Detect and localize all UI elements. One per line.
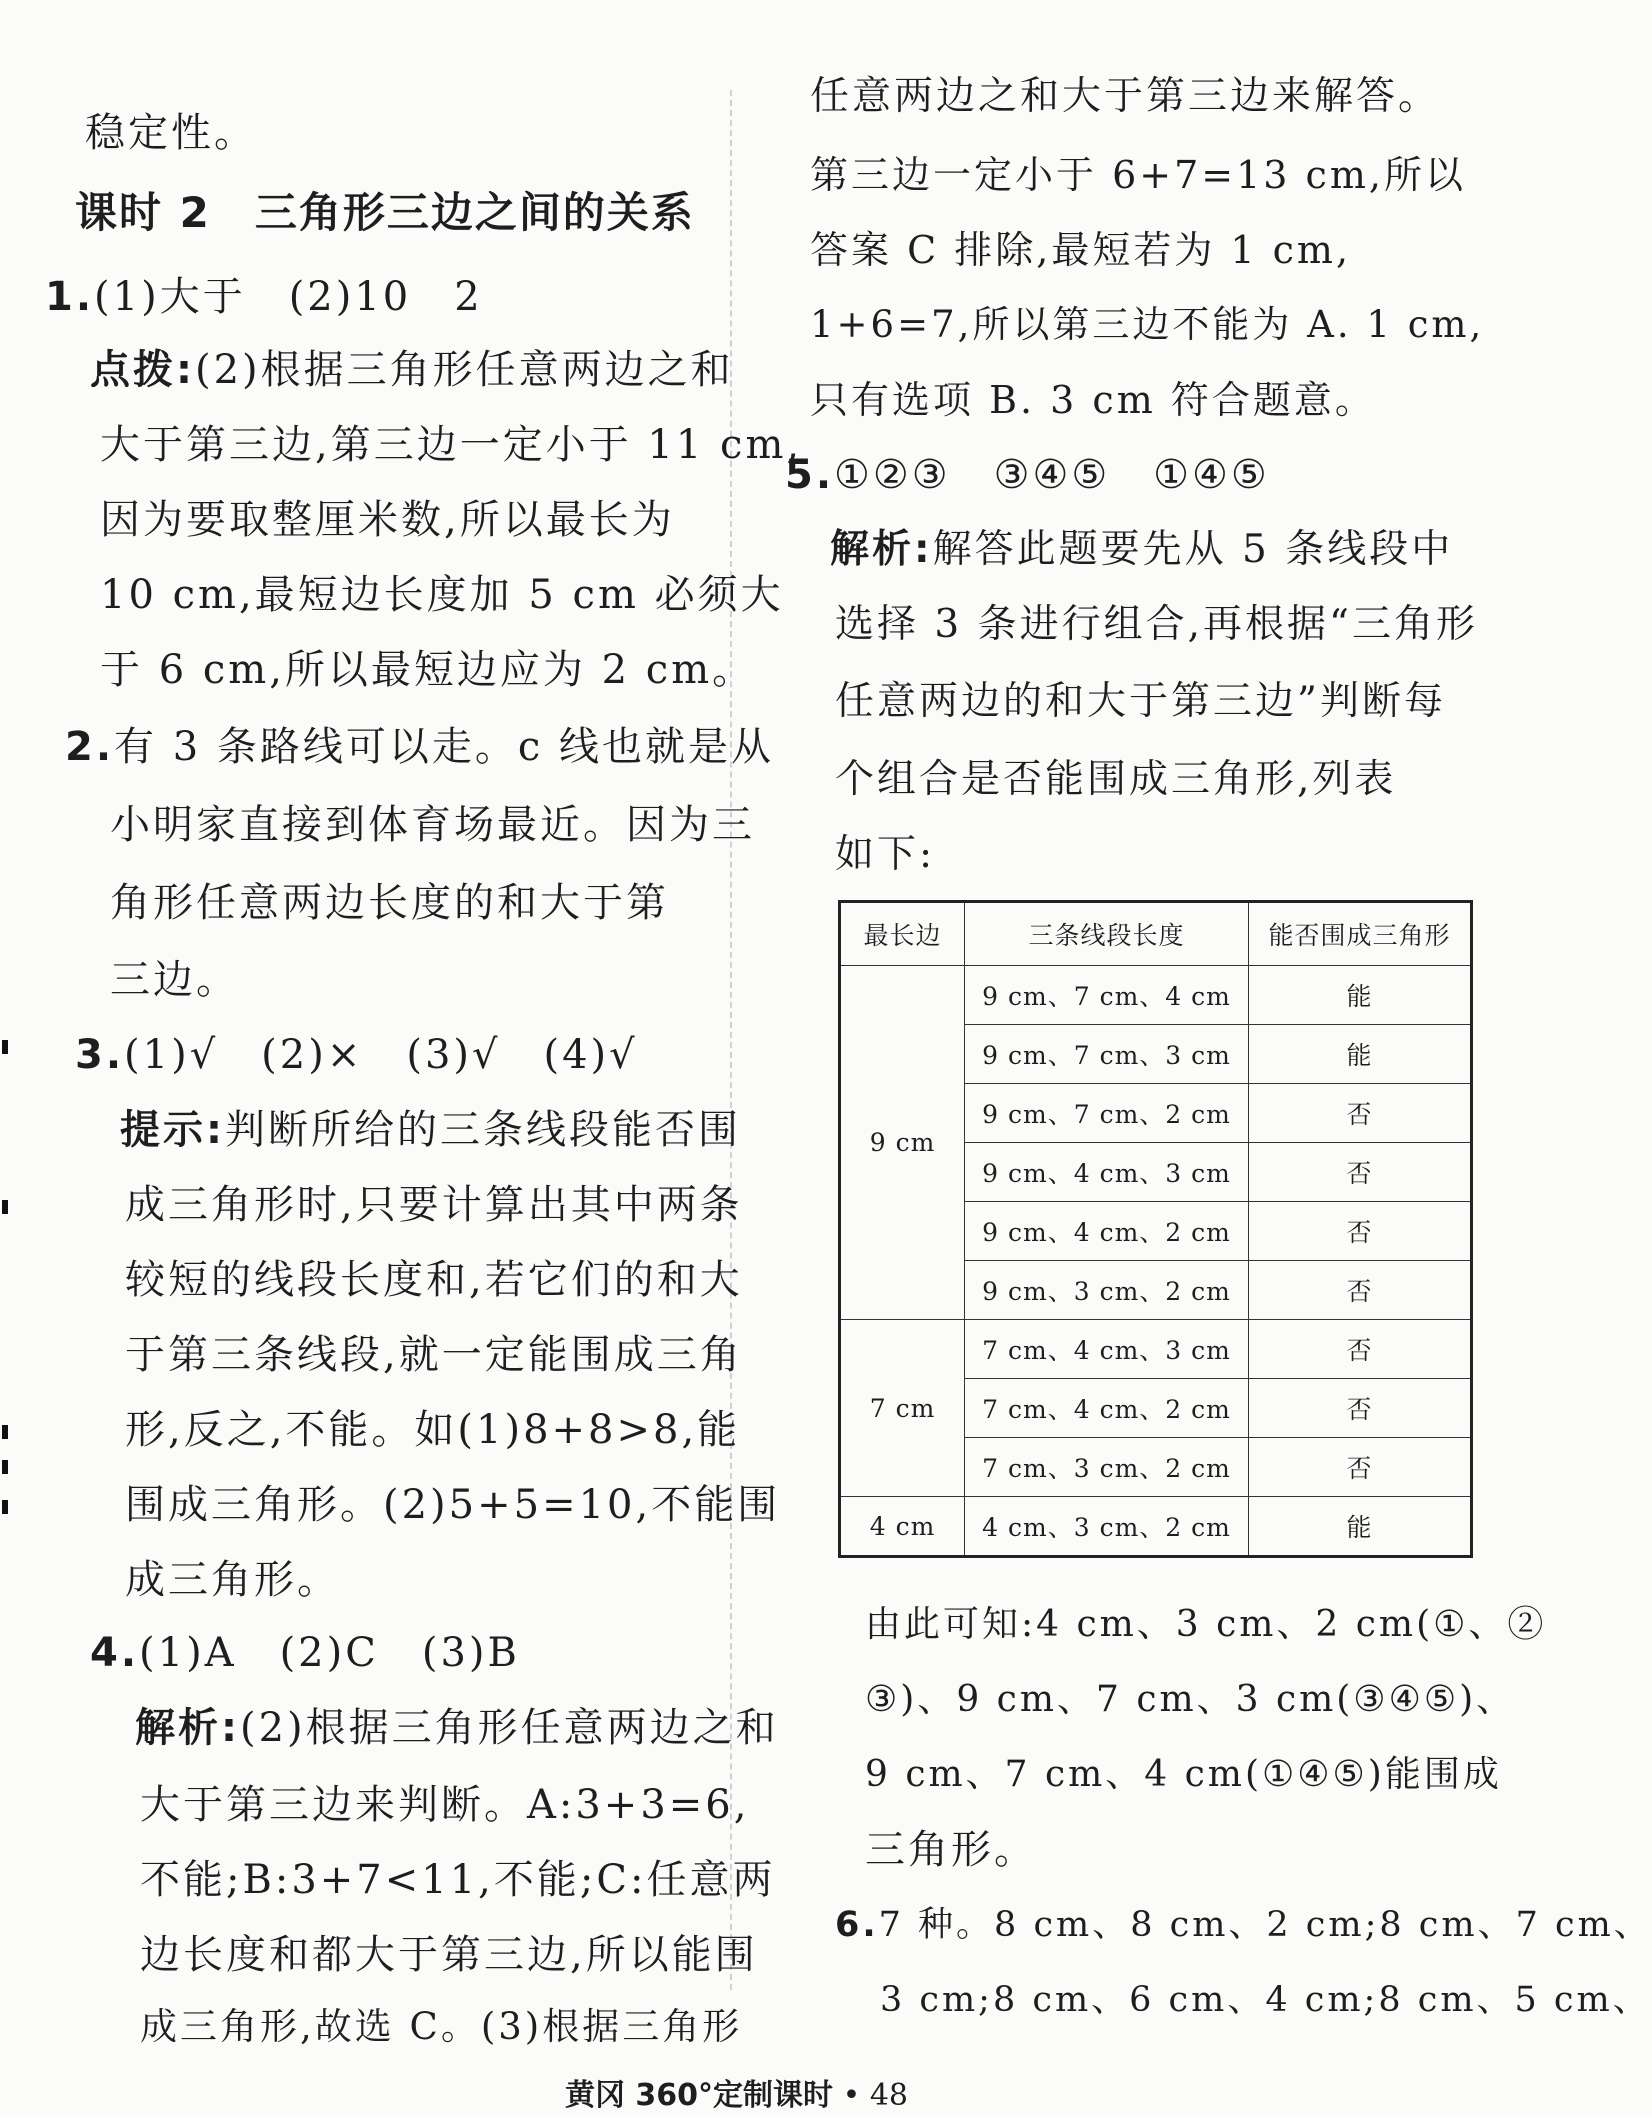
hint-line: 于第三条线段,就一定能围成三角 [125,1332,743,1378]
segments-cell: 7 cm、4 cm、3 cm [965,1320,1249,1379]
table-row [840,966,1472,1025]
hint-text: (2)根据三角形任意两边之和 [240,1705,779,1751]
hint-line: 成三角形时,只要计算出其中两条 [125,1182,743,1228]
answer-line: 三边。 [110,957,239,1003]
answer: 有 3 条路线可以走。c 线也就是从 [114,724,775,770]
question-2 [65,722,774,772]
answer: (1)A (2)C (3)B [139,1630,520,1676]
segments-cell: 9 cm、7 cm、2 cm [965,1084,1249,1143]
text-line: 由此可知:4 cm、3 cm、2 cm(①、② [865,1604,1547,1645]
text-line: 答案 C 排除,最短若为 1 cm, [810,228,1352,272]
longest-side-cell: 4 cm [840,1497,965,1557]
edge-mark [2,1200,8,1214]
segments-cell: 9 cm、4 cm、2 cm [965,1202,1249,1261]
table-row [840,1320,1472,1379]
text-line: 只有选项 B. 3 cm 符合题意。 [810,378,1376,422]
question-number: 6. [835,1905,879,1945]
question-4 [90,1628,520,1678]
hint-line [830,525,1453,575]
segments-cell: 9 cm、4 cm、3 cm [965,1143,1249,1202]
question-number: 4. [90,1630,140,1676]
result-cell: 能 [1249,1025,1472,1084]
result-cell: 否 [1249,1202,1472,1261]
longest-side-cell: 7 cm [840,1320,965,1497]
page-footer [0,2070,1473,2114]
segments-cell: 9 cm、7 cm、4 cm [965,966,1249,1025]
edge-mark [2,1040,8,1054]
hint-label: 解析: [135,1705,240,1751]
answer: ①②③ ③④⑤ ①④⑤ [834,452,1270,498]
segments-cell: 9 cm、7 cm、3 cm [965,1025,1249,1084]
hint-line: 大于第三边来判断。A:3+3=6, [140,1782,750,1828]
table-header: 最长边 [840,902,965,966]
question-number: 2. [65,724,115,770]
text-line: 9 cm、7 cm、4 cm(①④⑤)能围成 [865,1754,1502,1795]
result-cell: 否 [1249,1084,1472,1143]
hint-label: 提示: [120,1107,225,1153]
result-cell: 能 [1249,1497,1472,1557]
hint-line: 于 6 cm,所以最短边应为 2 cm。 [100,647,756,693]
result-cell: 否 [1249,1379,1472,1438]
hint-line [135,1703,779,1753]
table-header: 能否围成三角形 [1249,902,1472,966]
hint-line: 较短的线段长度和,若它们的和大 [125,1257,743,1303]
hint-line: 因为要取整厘米数,所以最长为 [100,497,675,543]
text-line: 1+6=7,所以第三边不能为 A. 1 cm, [810,303,1485,346]
result-cell: 否 [1249,1261,1472,1320]
result-cell: 否 [1249,1143,1472,1202]
hint-text: 判断所给的三条线段能否围 [225,1107,741,1153]
question-number: 5. [785,452,835,498]
hint-line: 边长度和都大于第三边,所以能围 [140,1932,758,1978]
hint-line: 不能;B:3+7<11,不能;C:任意两 [140,1857,776,1903]
hint-text: (2)根据三角形任意两边之和 [195,347,734,393]
hint-line: 围成三角形。(2)5+5=10,不能围 [125,1482,781,1528]
answer: (1)大于 (2)10 2 [94,274,483,320]
text-line: ③)、9 cm、7 cm、3 cm(③④⑤)、 [865,1679,1516,1720]
text-line: 第三边一定小于 6+7=13 cm,所以 [810,153,1466,197]
segments-cell: 7 cm、4 cm、2 cm [965,1379,1249,1438]
page-number: 48 [869,2078,909,2113]
hint-text: 解答此题要先从 5 条线段中 [932,527,1454,572]
answer-line: 角形任意两边长度的和大于第 [110,880,669,926]
section-title: 课时 2 三角形三边之间的关系 [75,188,695,237]
question-1 [45,272,483,322]
answer-line: 3 cm;8 cm、6 cm、4 cm;8 cm、5 cm、 [880,1980,1651,2020]
hint-line: 个组合是否能围成三角形,列表 [835,757,1397,802]
longest-side-cell: 9 cm [840,966,965,1320]
segments-cell: 9 cm、3 cm、2 cm [965,1261,1249,1320]
question-5 [785,450,1270,500]
table-header-row [840,902,1472,966]
answer-line: 小明家直接到体育场最近。因为三 [110,802,755,848]
result-cell: 能 [1249,966,1472,1025]
hint-label: 解析: [830,527,933,572]
edge-mark [2,1500,8,1514]
footer-dot: • [842,2078,861,2113]
hint-line: 如下: [835,832,936,877]
text-line: 任意两边之和大于第三边来解答。 [810,74,1441,119]
segment-table [838,900,1473,1558]
question-3 [75,1030,638,1080]
table-header: 三条线段长度 [965,902,1249,966]
answer: (1)√ (2)× (3)√ (4)√ [124,1032,638,1078]
hint-line: 形,反之,不能。如(1)8+8>8,能 [125,1407,741,1453]
hint-line: 选择 3 条进行组合,再根据“三角形 [835,602,1478,647]
hint-line [90,345,734,395]
segments-cell: 7 cm、3 cm、2 cm [965,1438,1249,1497]
hint-line [120,1105,741,1155]
footer-brand: 黄冈 360°定制课时 [564,2078,834,2113]
result-cell: 否 [1249,1438,1472,1497]
hint-line: 任意两边的和大于第三边”判断每 [835,679,1446,724]
hint-line: 成三角形,故选 C。(3)根据三角形 [140,2005,743,2048]
text-line: 稳定性。 [85,110,257,156]
edge-mark [2,1460,8,1474]
result-cell: 否 [1249,1320,1472,1379]
hint-label: 点拨: [90,347,195,393]
table-row [840,1497,1472,1557]
hint-line: 成三角形。 [125,1557,340,1603]
text-line: 三角形。 [865,1827,1037,1873]
hint-line: 10 cm,最短边长度加 5 cm 必须大 [100,572,784,618]
question-number: 1. [45,274,95,320]
question-6 [835,1900,1652,1950]
edge-mark [2,1425,8,1439]
hint-line: 大于第三边,第三边一定小于 11 cm, [100,422,803,468]
question-number: 3. [75,1032,125,1078]
segments-cell: 4 cm、3 cm、2 cm [965,1497,1249,1557]
answer: 7 种。8 cm、8 cm、2 cm;8 cm、7 cm、 [878,1905,1652,1945]
